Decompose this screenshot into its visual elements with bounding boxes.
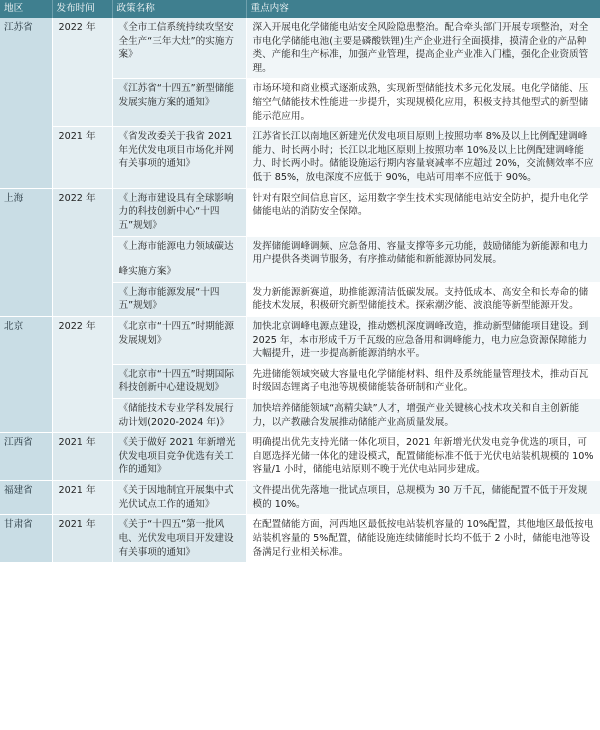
region-cell-beijing: 北京	[0, 316, 52, 432]
year-cell: 2022 年	[52, 188, 112, 316]
table-row	[0, 481, 600, 515]
content-cell: 江苏省长江以南地区新建光伏发电项目原则上按照功率 8%及以上比例配建调峰能力、时长两小时；长江以北地区原则上按照功率 10%及以上比例配建调峰能力、时长两小时。储能设施运行期内容量衰减率不应超过 20%，交流侧效率不应低于 85%，放电深度不应低于 90%，电站可用率不应低于 90%。	[246, 127, 600, 188]
policy-cell: 《上海市能源发展“十四五”规划》	[112, 282, 246, 316]
header-row	[0, 0, 600, 18]
content-cell: 发力新能源新赛道，助推能源清洁低碳发展。支持低成本、高安全和长寿命的储能技术发展，积极研究新型储能技术。探索潮汐能、波浪能等新型能源开发。	[246, 282, 600, 316]
content-cell: 文件提出优先落地一批试点项目，总规模为 30 万千瓦，储能配置不低于开发规模的 10%。	[246, 481, 600, 515]
content-cell: 加快培养储能领域“高精尖缺”人才，增强产业关键核心技术攻关和自主创新能力，以产教融合发展推动储能产业高质量发展。	[246, 399, 600, 433]
policy-cell: 《北京市“十四五”时期国际科技创新中心建设规划》	[112, 364, 246, 398]
year-cell: 2021 年	[52, 515, 112, 563]
policy-cell: 《关于“十四五”第一批风电、光伏发电项目开发建设有关事项的通知》	[112, 515, 246, 563]
region-cell-jiangxi: 江西省	[0, 433, 52, 481]
table-row	[0, 515, 600, 563]
content-cell: 加快北京调峰电源点建设，推动燃机深度调峰改造，推动新型储能项目建设。到 2025 年，本市形成千万千瓦级的应急备用和调峰能力，电力应急资源保障能力大幅提升，进一步提高新能源消纳水平。	[246, 316, 600, 364]
policy-line-2: 峰实施方案》	[118, 266, 177, 278]
region-cell-fujian: 福建省	[0, 481, 52, 515]
content-cell: 发挥储能调峰调频、应急备用、容量支撑等多元功能，鼓励储能为新能源和电力用户提供各类调节服务，有序推动储能和新能源协同发展。	[246, 236, 600, 282]
policy-cell	[112, 236, 246, 282]
content-cell: 针对有限空间信息盲区，运用数字孪生技术实现储能电站安全防护，提升电化学储能电站的消防安全保障。	[246, 188, 600, 236]
header-year: 发布时间	[52, 0, 112, 18]
table-header	[0, 0, 600, 18]
policy-cell: 《储能技术专业学科发展行动计划(2020-2024 年)》	[112, 399, 246, 433]
region-cell-shanghai: 上海	[0, 188, 52, 316]
year-cell: 2022 年	[52, 18, 112, 127]
table-row	[0, 433, 600, 481]
content-cell: 深入开展电化学储能电站安全风险隐患整治。配合牵头部门开展专项整治，对全市电化学储能电池(主要是磷酸铁锂)生产企业进行全面摸排，摸清企业的产品种类、产能和生产标准，加强产业管理，提高企业产业准入门槛，强化企业资质管理。	[246, 18, 600, 79]
year-cell: 2021 年	[52, 127, 112, 188]
content-cell: 在配置储能方面，河西地区最低按电站装机容量的 10%配置，其他地区最低按电站装机容量的 5%配置，储能设施连续储能时长均不低于 2 小时，储能电池等设备满足行业相关标准。	[246, 515, 600, 563]
table-row	[0, 316, 600, 364]
header-region: 地区	[0, 0, 52, 18]
policy-cell: 《北京市“十四五”时期能源发展规划》	[112, 316, 246, 364]
policy-line-1: 《上海市能源电力领域碳达	[118, 240, 234, 252]
table-row	[0, 18, 600, 79]
header-content: 重点内容	[246, 0, 600, 18]
policy-cell: 《关于做好 2021 年新增光伏发电项目竞争优选有关工作的通知》	[112, 433, 246, 481]
content-cell: 明确提出优先支持光储一体化项目，2021 年新增光伏发电竞争优选的项目，可自愿选择光储一体化的建设模式，配置储能标准不低于光伏电站装机规模的 10%容量/1 小时，储能电站原则不晚于光伏电站同步建成。	[246, 433, 600, 481]
content-cell: 先进储能领域突破大容量电化学储能材料、组件及系统能量管理技术，推动百瓦时级固态锂离子电池等规模储能装备研制和产业化。	[246, 364, 600, 398]
table-body	[0, 18, 600, 563]
policy-cell: 《关于因地制宜开展集中式光伏试点工作的通知》	[112, 481, 246, 515]
region-cell-gansu: 甘肃省	[0, 515, 52, 563]
year-cell: 2021 年	[52, 433, 112, 481]
line-gap	[119, 253, 241, 265]
policy-cell: 《省发改委关于我省 2021 年光伏发电项目市场化并网有关事项的通知》	[112, 127, 246, 188]
year-cell: 2022 年	[52, 316, 112, 432]
policy-cell: 《全市工信系统持续攻坚安全生产“三年大灶”的实施方案》	[112, 18, 246, 79]
region-cell-jiangsu: 江苏省	[0, 18, 52, 188]
table-row	[0, 188, 600, 236]
year-cell: 2021 年	[52, 481, 112, 515]
table-row	[0, 127, 600, 188]
policy-cell: 《上海市建设具有全球影响力的科技创新中心“十四五”规划》	[112, 188, 246, 236]
policy-cell: 《江苏省“十四五”新型储能发展实施方案的通知》	[112, 79, 246, 127]
content-cell: 市场环境和商业模式逐渐成熟，实现新型储能技术多元化发展。电化学储能、压缩空气储能技术性能进一步提升，实现规模化应用，积极支持其他型式的新型储能示范应用。	[246, 79, 600, 127]
header-policy: 政策名称	[112, 0, 246, 18]
